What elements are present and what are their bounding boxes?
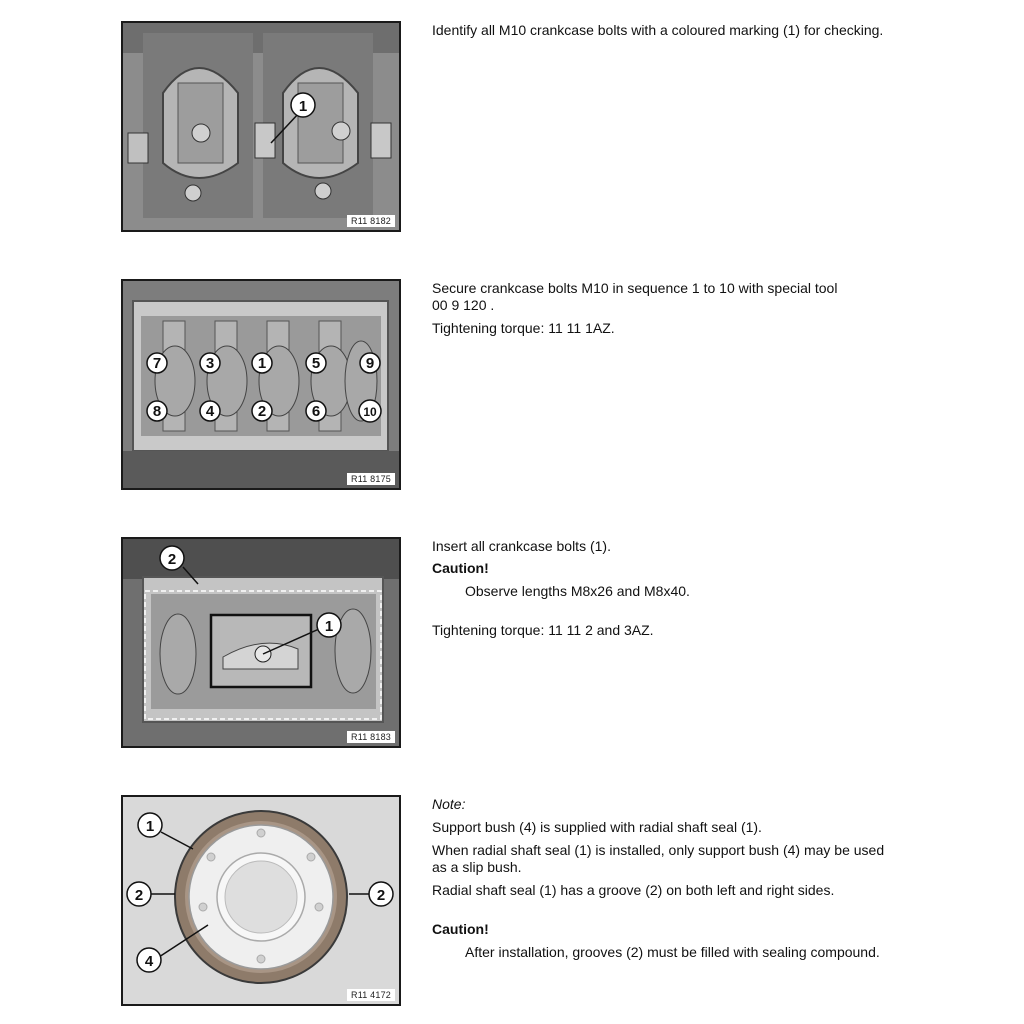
figure-code: R11 4172 xyxy=(347,989,395,1001)
caution-text: Observe lengths M8x26 and M8x40. xyxy=(465,583,690,599)
note-line-3: Radial shaft seal (1) has a groove (2) on both left and right sides. xyxy=(432,882,835,898)
callout-1 xyxy=(317,613,341,637)
note-line-2a: When radial shaft seal (1) is installed, only support bush (4) may be used xyxy=(432,842,885,858)
svg-text:9: 9 xyxy=(365,355,375,372)
instruction-text: Insert all crankcase bolts (1). xyxy=(432,538,611,554)
caution-title: Caution! xyxy=(432,921,489,937)
callout-2-left xyxy=(127,882,151,906)
svg-text:2: 2 xyxy=(257,403,267,420)
note-line-2b: as a slip bush. xyxy=(432,859,522,875)
crankcase-bolts-illustration xyxy=(123,539,399,746)
step-3-text xyxy=(432,538,912,645)
torque-spec: Tightening torque: 11 11 2 and 3AZ. xyxy=(432,622,654,638)
svg-text:2: 2 xyxy=(376,887,386,904)
figure-crankcase-marking xyxy=(121,21,401,232)
figure-code: R11 8183 xyxy=(347,731,395,743)
caution-text: After installation, grooves (2) must be filled with sealing compound. xyxy=(465,944,880,960)
svg-text:6: 6 xyxy=(311,403,321,420)
callout-1 xyxy=(138,813,162,837)
svg-text:1: 1 xyxy=(145,818,155,835)
note-line-1: Support bush (4) is supplied with radial shaft seal (1). xyxy=(432,819,762,835)
svg-text:10: 10 xyxy=(363,405,377,419)
crankcase-bolt-sequence-illustration xyxy=(123,281,399,488)
callout-2-right xyxy=(369,882,393,906)
instruction-line-2: 00 9 120 . xyxy=(432,297,495,313)
figure-code: R11 8182 xyxy=(347,215,395,227)
radial-shaft-seal-illustration xyxy=(123,797,399,1004)
svg-text:1: 1 xyxy=(324,618,334,635)
svg-text:2: 2 xyxy=(134,887,144,904)
figure-radial-shaft-seal xyxy=(121,795,401,1006)
svg-text:1: 1 xyxy=(257,355,267,372)
svg-text:7: 7 xyxy=(152,355,162,372)
svg-text:4: 4 xyxy=(144,953,154,970)
svg-text:5: 5 xyxy=(311,355,321,372)
instruction-line-1: Secure crankcase bolts M10 in sequence 1 to 10 with special tool xyxy=(432,280,838,296)
svg-text:3: 3 xyxy=(205,355,215,372)
svg-text:1: 1 xyxy=(298,98,308,115)
figure-bolt-sequence xyxy=(121,279,401,490)
svg-text:8: 8 xyxy=(152,403,162,420)
svg-text:4: 4 xyxy=(205,403,215,420)
step-4-text xyxy=(432,796,912,967)
caution-title: Caution! xyxy=(432,560,489,576)
svg-text:2: 2 xyxy=(167,551,177,568)
callout-1 xyxy=(291,93,315,117)
figure-code: R11 8175 xyxy=(347,473,395,485)
callout-2 xyxy=(160,546,184,570)
step-2-text xyxy=(432,280,912,343)
figure-insert-bolts xyxy=(121,537,401,748)
instruction-text: Identify all M10 crankcase bolts with a coloured marking (1) for checking. xyxy=(432,22,884,38)
torque-spec: Tightening torque: 11 11 1AZ. xyxy=(432,320,615,336)
crankcase-bearing-caps-illustration xyxy=(123,23,399,230)
callout-4 xyxy=(137,948,161,972)
note-title: Note: xyxy=(432,796,466,812)
step-1-text xyxy=(432,22,912,45)
